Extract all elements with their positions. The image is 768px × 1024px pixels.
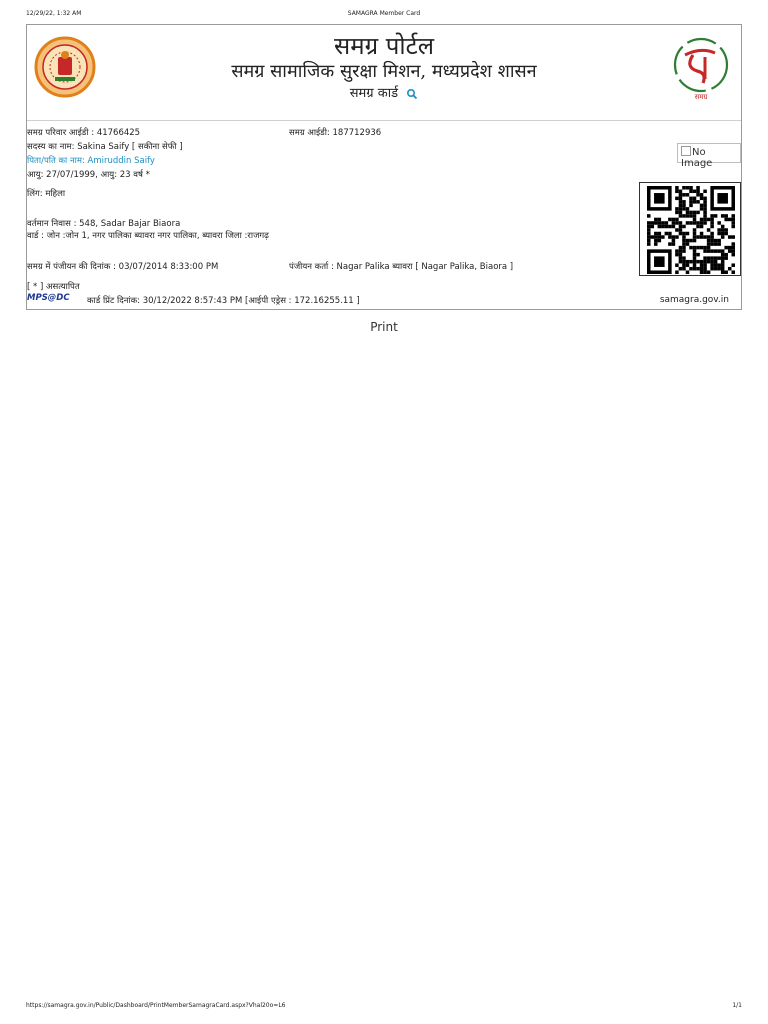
print-url: https://samagra.gov.in/Public/Dashboard/PrintMemberSamagraCard.aspx?Vhal20o=L6	[26, 1002, 286, 1009]
portal-title: समग्र पोर्टल	[334, 32, 434, 60]
samagra-logo-icon	[671, 33, 731, 103]
father-husband-name: पिता/पति का नाम: Amiruddin Saify	[27, 156, 155, 166]
print-date: 12/29/22, 1:32 AM	[26, 10, 82, 17]
samagra-member-card	[26, 24, 742, 310]
print-header	[0, 10, 768, 22]
ward-details: वार्ड : जोन :जोन 1, नगर पालिका ब्यावरा नगर पालिका, ब्यावरा जिला :राजगढ़	[27, 231, 269, 241]
card-print-info: कार्ड प्रिंट दिनांक: 30/12/2022 8:57:43 PM [आईपी एड्रेस : 172.16255.11 ]	[87, 296, 360, 306]
registration-date: समग्र में पंजीयन की दिनांक : 03/07/2014 8:33:00 PM	[27, 262, 219, 272]
qr-code	[639, 182, 741, 276]
member-name: सदस्य का नाम: Sakina Saify [ सकीना सेफी ]	[27, 142, 183, 152]
samagra-logo-text: समग्र	[694, 93, 708, 101]
photo-alt-text: No Image	[681, 147, 713, 169]
mission-title: समग्र सामाजिक सुरक्षा मिशन, मध्यप्रदेश शासन	[231, 61, 537, 82]
card-title-text: समग्र कार्ड	[349, 86, 399, 101]
broken-image-icon	[681, 146, 691, 156]
print-page-title: SAMAGRA Member Card	[347, 10, 421, 17]
samagra-id: समग्र आईडी: 187712936	[289, 128, 382, 138]
gender: लिंग: महिला	[27, 189, 66, 199]
registered-by: पंजीयन कर्ता : Nagar Palika ब्यावरा [ Nagar Palika, Biaora ]	[289, 262, 514, 272]
card-header	[27, 25, 741, 121]
family-id: समग्र परिवार आईडी : 41766425	[27, 128, 141, 138]
search-icon[interactable]	[406, 88, 418, 100]
qr-code-icon	[647, 186, 735, 274]
member-photo	[677, 143, 741, 169]
card-title	[27, 83, 741, 101]
page-number: 1/1	[732, 1002, 742, 1009]
print-footer	[0, 1002, 768, 1014]
print-button[interactable]: Print	[370, 320, 398, 334]
dob-age: आयु: 27/07/1999, आयु: 23 वर्ष *	[27, 170, 150, 180]
mpsedc-logo: MPS@DC	[27, 293, 70, 303]
website-label: samagra.gov.in	[659, 295, 729, 305]
unverified-note: [ * ] असत्यापित	[27, 282, 80, 292]
current-address: वर्तमान निवास : 548, Sadar Bajar Biaora	[27, 219, 181, 229]
